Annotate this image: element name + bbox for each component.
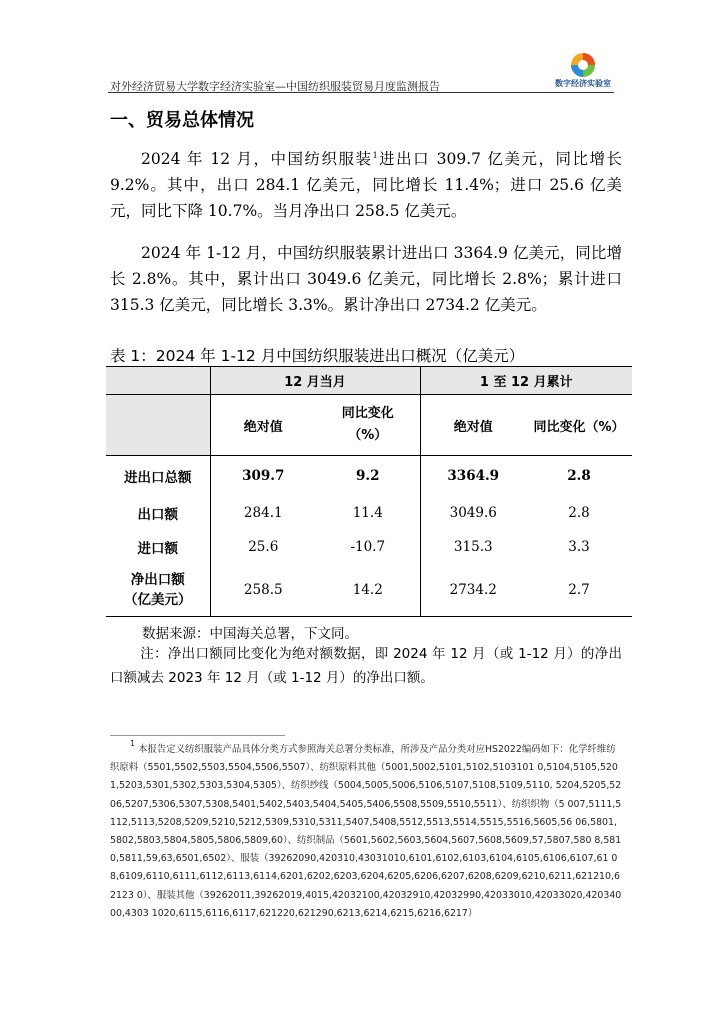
header-yoy-change-text: 同比变化（%） bbox=[341, 406, 394, 443]
header-abs-value-cumulative: 绝对值 bbox=[420, 395, 526, 456]
paragraph-annual bbox=[110, 240, 622, 318]
row-label: 出口额 bbox=[137, 507, 178, 523]
table-row bbox=[106, 496, 632, 530]
cell-month-abs: 258.5 bbox=[210, 564, 316, 617]
row-label-line2: （亿美元） bbox=[124, 592, 192, 608]
lab-logo-text: 数字经济实验室 bbox=[555, 79, 611, 88]
table-corner-cell bbox=[106, 367, 210, 395]
header-december: 12 月当月 bbox=[210, 367, 420, 395]
table-row bbox=[106, 564, 632, 617]
cell-month-abs: 309.7 bbox=[210, 456, 316, 497]
header-yoy-change bbox=[316, 395, 420, 456]
report-header-title: 对外经济贸易大学数字经济实验室—中国纺织服装贸易月度监测报告 bbox=[110, 80, 440, 93]
table-caption: 表 1：2024 年 1-12 月中国纺织服装进出口概况（亿美元） bbox=[110, 347, 525, 365]
cell-month-yoy: 9.2 bbox=[356, 468, 380, 484]
table-header-group-row bbox=[106, 367, 632, 395]
trade-summary-table bbox=[106, 366, 632, 617]
row-label-line1: 净出口额 bbox=[130, 572, 185, 588]
header-abs-value: 绝对值 bbox=[210, 395, 316, 456]
cell-year-yoy: 2.8 bbox=[568, 505, 590, 521]
cell-month-yoy: -10.7 bbox=[350, 539, 386, 555]
table-note-text: 注：净出口额同比变化为绝对额数据，即 2024 年 12 月（或 1-12 月）的净出口额减去 2023 年 12 月（或 1-12 月）的净出口额。 bbox=[110, 646, 622, 686]
footnote-ref[interactable]: 1 bbox=[372, 151, 378, 160]
footnote bbox=[110, 741, 622, 923]
cell-year-yoy: 2.7 bbox=[526, 564, 632, 617]
paragraph-monthly-a: 2024 年 12 月，中国纺织服装 bbox=[141, 150, 373, 168]
header-divider bbox=[108, 92, 614, 93]
header-yoy-change-cumulative: 同比变化（%） bbox=[526, 395, 632, 456]
table-row bbox=[106, 530, 632, 564]
header-cumulative: 1 至 12 月累计 bbox=[420, 367, 632, 395]
paragraph-monthly bbox=[110, 146, 622, 224]
table-header-column-row bbox=[106, 395, 632, 456]
footnote-divider bbox=[110, 735, 285, 736]
row-label: 进口额 bbox=[137, 541, 178, 557]
table-row bbox=[106, 456, 632, 497]
paragraph-annual-text: 2024 年 1-12 月，中国纺织服装累计进出口 3364.9 亿美元，同比增长 2.8%。其中，累计出口 3049.6 亿美元，同比增长 2.8%；累计进口 315.3 亿美元，同比增长 3.3%。累计净出口 2734.2 亿美元。 bbox=[110, 244, 622, 314]
data-source: 数据来源：中国海关总署，下文同。 bbox=[142, 626, 358, 642]
cell-year-abs: 3364.9 bbox=[420, 456, 526, 497]
row-label: 进出口总额 bbox=[124, 470, 192, 486]
cell-year-abs: 315.3 bbox=[420, 530, 526, 564]
cell-month-yoy: 11.4 bbox=[352, 505, 383, 521]
cell-month-yoy: 14.2 bbox=[316, 564, 420, 617]
paragraph-monthly-b: 进出口 309.7 亿美元，同比增长 9.2%。其中，出口 284.1 亿美元，同比增长 11.4%；进口 25.6 亿美元，同比下降 10.7%。当月净出口 258.5 亿美元。 bbox=[110, 150, 622, 220]
cell-year-yoy: 2.8 bbox=[567, 468, 591, 484]
cell-month-abs: 284.1 bbox=[210, 496, 316, 530]
cell-year-abs: 3049.6 bbox=[420, 496, 526, 530]
cell-month-abs: 25.6 bbox=[210, 530, 316, 564]
row-label bbox=[106, 564, 210, 617]
cell-year-abs: 2734.2 bbox=[420, 564, 526, 617]
table-note bbox=[110, 642, 622, 690]
footnote-number: 1 bbox=[130, 739, 136, 748]
section-title: 一、贸易总体情况 bbox=[110, 110, 254, 131]
table-corner-cell-2 bbox=[106, 395, 210, 456]
footnote-text: 本报告定义纺织服装产品具体分类方式参照海关总署分类标准，所涉及产品分类对应HS2022编码如下：化学纤维纺织原料（5501,5502,5503,5504,5506,5507）、纺织原料其他（5001,5002,5101,5102,5103101 0,5104,5105,5201,5203,5301,5302,5303,5304,5305）、纺织纱线（5004,5005,5006,5106,5107,5108,5109,5110, 5204,5205,5206,5207,5306,5307,5308,5401,5402,5403,5404,5405,5406,5508,5509,5510,5511）、纺织织物（5 007,5111,5112,5113,5208,5209,5210,5212,5309,5310,5311,5407,5408,5512,5513,5514,5515,5516,5605,56 06,5801,5802,5803,5804,5805,5806,5809,60）、纺织制品（5601,5602,5603,5604,5607,5608,5609,57,5807,580 8,5810,5811,59,63,6501,6502）、服装（39262090,420310,43031010,6101,6102,6103,6104,6105,6106,6107,61 08,6109,6110,6111,6112,6113,6114,6201,6202,6203,6204,6205,6206,6207,6208,6209,6210,6211,621210,62123 0）、服装其他（39262011,39262019,4015,42032100,42032910,42032990,42033010,42033020,42034000,4303 1020,6115,6116,6117,621220,621290,6213,6214,6215,6216,6217） bbox=[110, 744, 622, 919]
cell-year-yoy: 3.3 bbox=[568, 539, 590, 555]
